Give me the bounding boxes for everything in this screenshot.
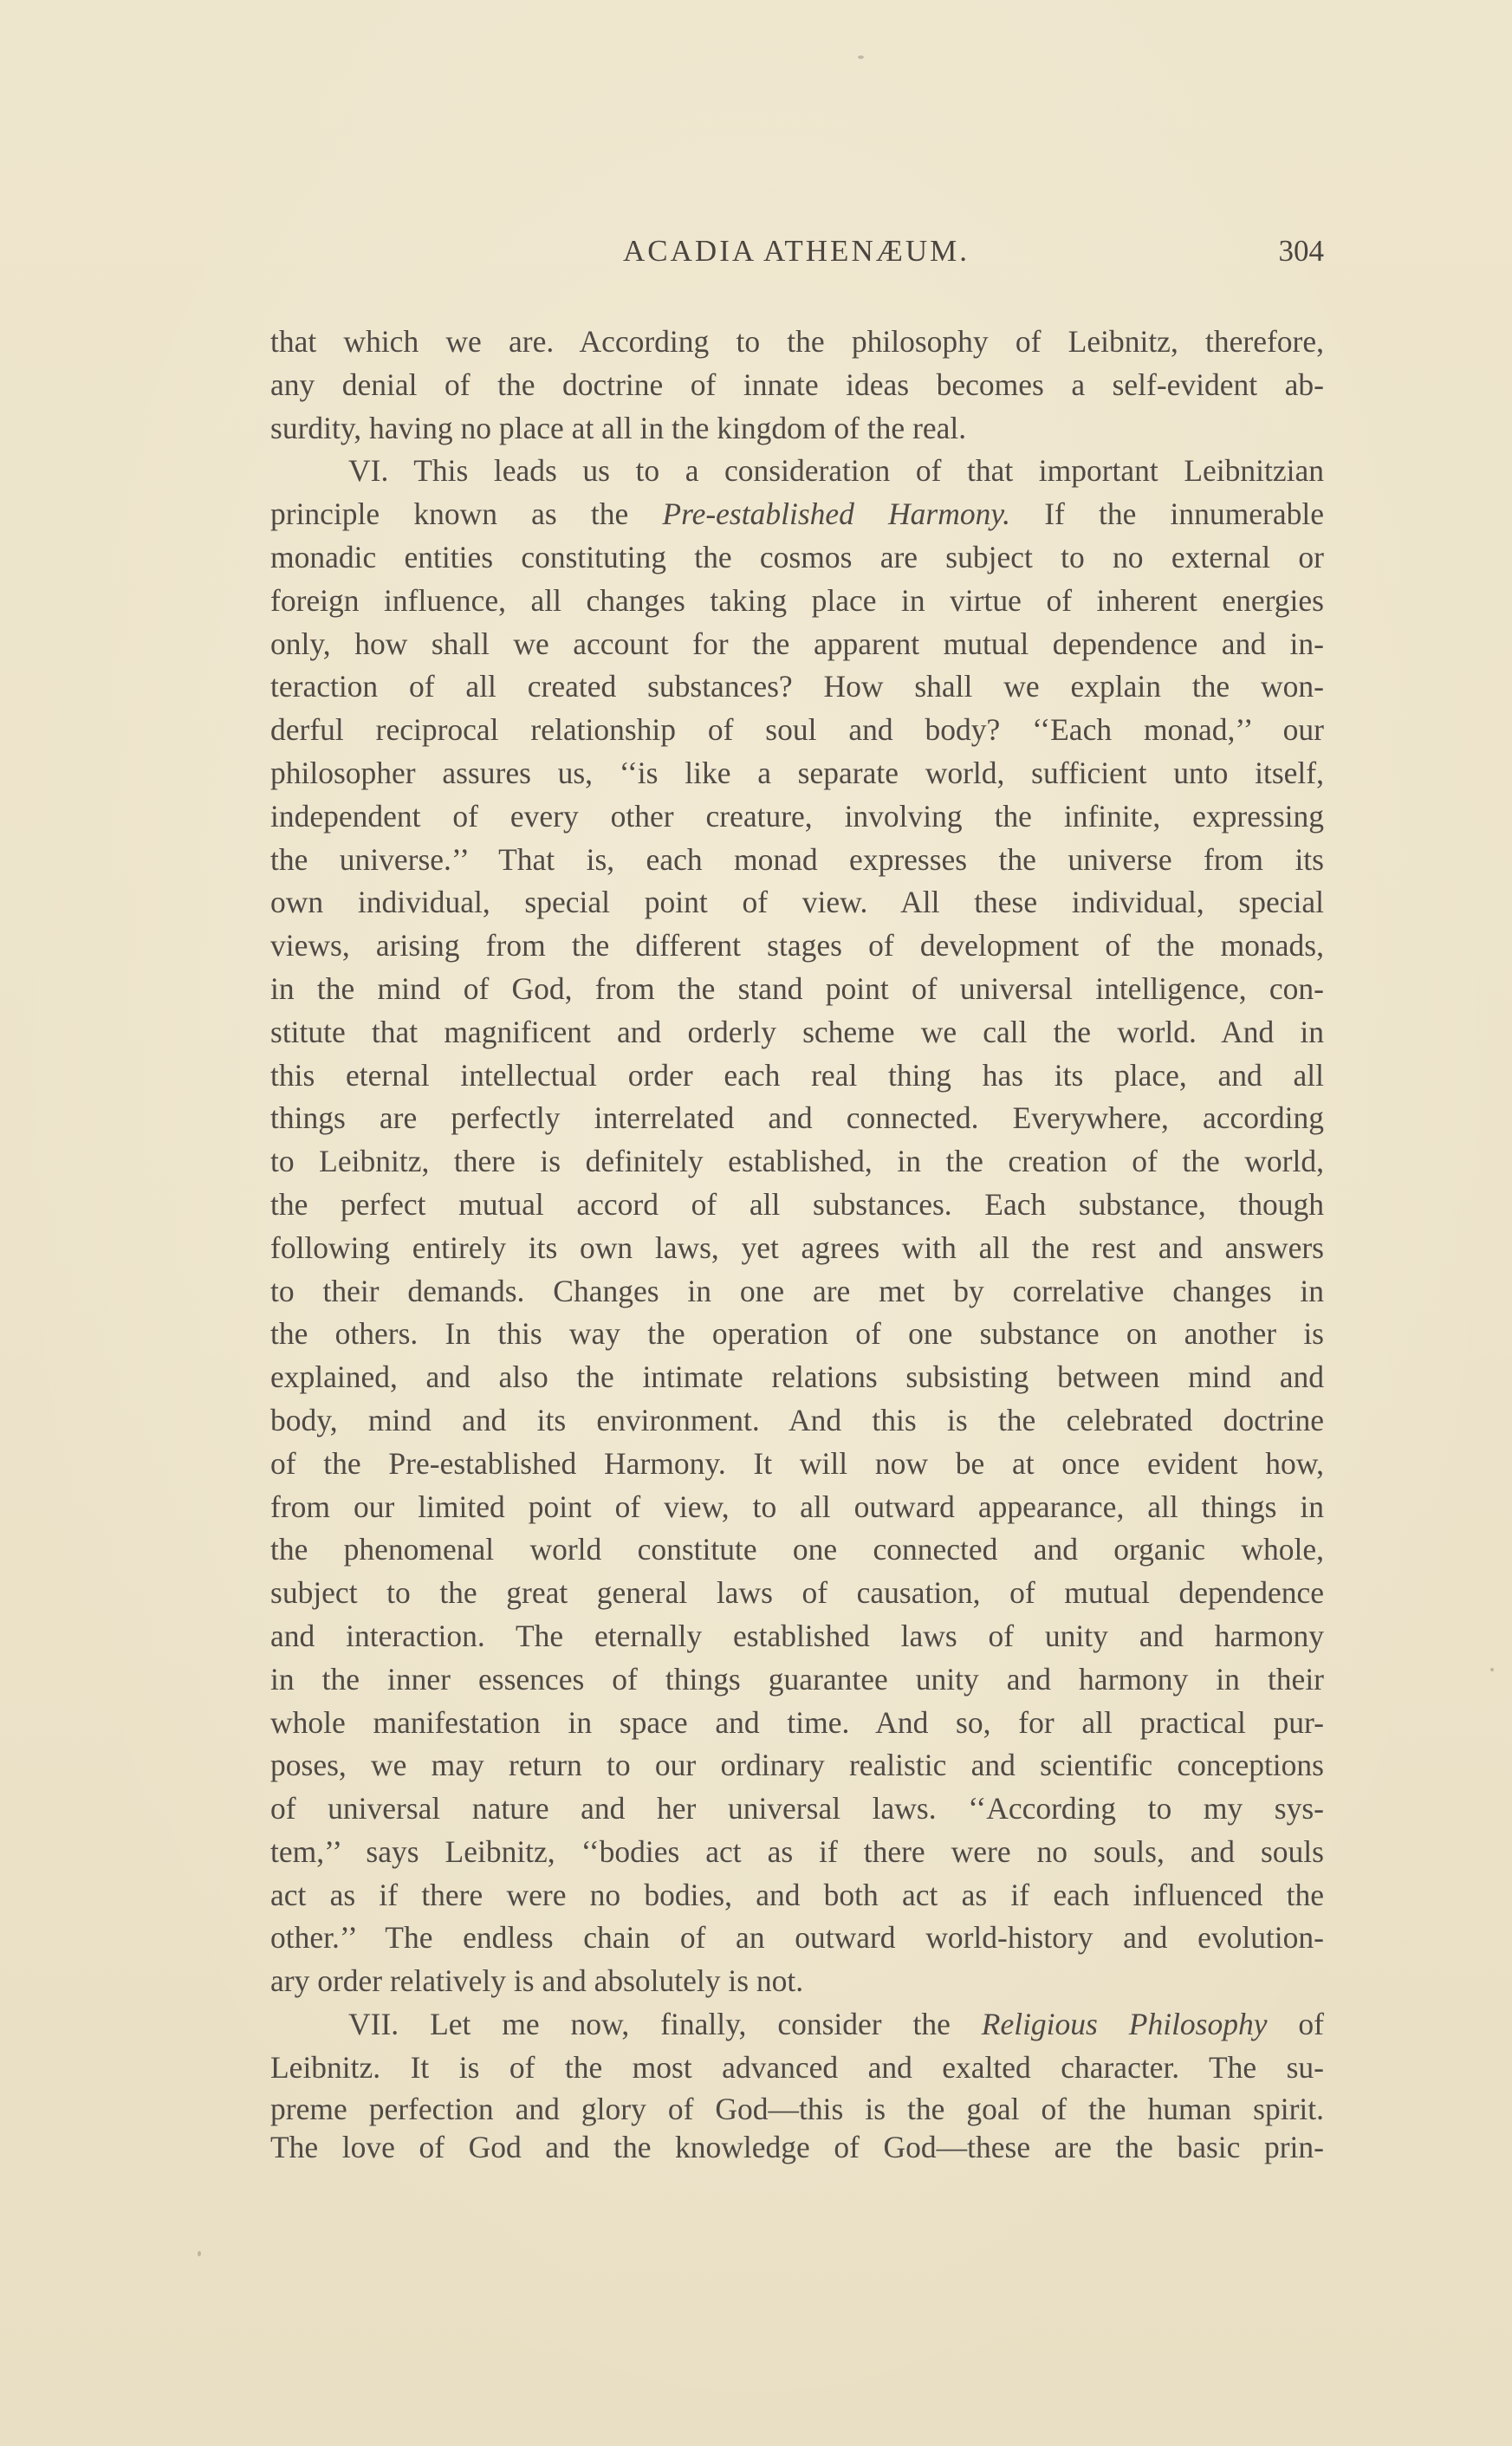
page-number: 304 [1278,234,1324,268]
text-line [270,1831,1324,1874]
text-run: only, how shall we account for the apparent mutual dependence and in- [270,626,1324,661]
text-line [270,1140,1324,1184]
text-run: that which we are. According to the philosophy of Leibnitz, therefore, [270,324,1324,359]
text-run: independent of every other creature, involving the infinite, expressing [270,798,1324,834]
text-run: the perfect mutual accord of all substances. Each substance, though [270,1186,1324,1222]
text-run: other.’’ The endless chain of an outward world-history and evolution- [270,1920,1324,1956]
running-header [269,234,1324,277]
text-run: in the inner essences of things guarantee unity and harmony in their [270,1661,1324,1697]
text-run: poses, we may return to our ordinary realistic and scientific conceptions [270,1748,1324,1783]
text-line [270,536,1324,580]
text-run: things are perfectly interrelated and connected. Everywhere, according [270,1100,1324,1136]
text-line [270,1917,1324,1960]
text-run: to Leibnitz, there is definitely established, in the creation of the world, [270,1144,1324,1179]
text-line [270,623,1324,666]
text-run: derful reciprocal relationship of soul and body? ‘‘Each monad,’’ our [270,712,1324,748]
text-run: surdity, having no place at all in the kingdom of the real. [270,410,967,445]
text-run: the universe.’’ That is, each monad expresses the universe from its [270,841,1324,877]
italic-term: Pre-established Harmony. [662,496,1011,532]
text-run: monadic entities constituting the cosmos are subject to no external or [270,539,1324,574]
text-run: any denial of the doctrine of innate ideas becomes a self-evident ab- [270,367,1324,402]
text-run: explained, and also the intimate relations subsisting between mind and [270,1359,1324,1395]
text-run: If the innumerable [1010,496,1324,532]
text-line [270,1572,1324,1615]
text-line [270,2090,1324,2128]
text-line [270,407,1324,451]
text-line [270,1184,1324,1227]
italic-term: Religious Philosophy [981,2007,1268,2042]
text-line [270,364,1324,407]
paragraph [270,321,1324,450]
text-line [270,665,1324,709]
paragraph [270,450,1324,2003]
running-title: ACADIA ATHENÆUM. [623,234,970,268]
text-line [270,1486,1324,1529]
text-run: subject to the great general laws of causation, of mutual dependence [270,1575,1324,1611]
text-line [270,1356,1324,1399]
text-line [270,493,1324,536]
text-line [270,580,1324,623]
text-run: and interaction. The eternally established laws of unity and harmony [270,1618,1324,1653]
paper-speck [198,2251,201,2256]
text-line [270,1615,1324,1658]
text-run: views, arising from the different stages of development of the monads, [270,928,1324,963]
text-line [270,1227,1324,1270]
text-run: The love of God and the knowledge of God—these are the basic prin- [270,2129,1324,2164]
text-run: ary order relatively is and absolutely is not. [270,1963,804,1999]
paragraph [270,2003,1324,2166]
text-line [270,839,1324,882]
text-line [270,1960,1324,2003]
text-run: VII. Let me now, finally, consider the [348,2007,982,2042]
text-run: of the Pre-established Harmony. It will now be at once evident how, [270,1445,1324,1481]
text-run: teraction of all created substances? How shall we explain the won- [270,669,1324,704]
text-line [270,1787,1324,1831]
text-line [270,1054,1324,1098]
text-run: stitute that magnificent and orderly scheme we call the world. And in [270,1014,1324,1049]
text-line [270,1443,1324,1486]
text-run: body, mind and its environment. And this is the celebrated doctrine [270,1402,1324,1437]
text-line [270,1011,1324,1054]
text-run: of [1267,2007,1324,2042]
text-run: principle known as the [270,496,663,532]
text-line [270,1270,1324,1314]
text-line [270,1097,1324,1140]
paper-speck [858,55,864,59]
text-line [270,925,1324,968]
text-line [270,321,1324,364]
text-line [270,450,1324,493]
text-run: in the mind of God, from the stand point of universal intelligence, con- [270,970,1324,1006]
text-run: the phenomenal world constitute one connected and organic whole, [270,1532,1324,1567]
text-run: own individual, special point of view. All these individual, special [270,885,1324,920]
paper-speck [1490,1668,1494,1671]
text-run: following entirely its own laws, yet agrees with all the rest and answers [270,1229,1324,1265]
text-run: VI. This leads us to a consideration of that important Leibnitzian [348,453,1324,489]
text-run: to their demands. Changes in one are met by correlative changes in [270,1273,1324,1308]
text-line [270,1874,1324,1917]
text-run: of universal nature and her universal laws. ‘‘According to my sys- [270,1791,1324,1826]
text-run: the others. In this way the operation of one substance on another is [270,1316,1324,1352]
text-line [270,2003,1324,2047]
text-run: whole manifestation in space and time. And so, for all practical pur- [270,1704,1324,1740]
body-text [270,321,1324,2166]
text-line [270,752,1324,795]
text-line [270,1399,1324,1443]
text-run: foreign influence, all changes taking place in virtue of inherent energies [270,582,1324,618]
text-run: from our limited point of view, to all outward appearance, all things in [270,1489,1324,1524]
text-line [270,1744,1324,1787]
text-line [270,1313,1324,1356]
text-line [270,2047,1324,2090]
text-line [270,709,1324,752]
text-run: tem,’’ says Leibnitz, ‘‘bodies act as if there were no souls, and souls [270,1833,1324,1869]
text-run: preme perfection and glory of God—this is the goal of the human spirit. [270,2091,1324,2126]
text-line [270,795,1324,839]
text-run: this eternal intellectual order each real thing has its place, and all [270,1057,1324,1093]
text-line [270,1702,1324,1745]
text-run: philosopher assures us, ‘‘is like a separate world, sufficient unto itself, [270,755,1324,790]
text-run: Leibnitz. It is of the most advanced and exalted character. The su- [270,2049,1324,2085]
text-line [270,968,1324,1011]
text-line [270,1528,1324,1572]
text-line [270,881,1324,925]
text-line [270,2128,1324,2166]
text-run: act as if there were no bodies, and both act as if each influenced the [270,1877,1324,1912]
text-line [270,1658,1324,1702]
